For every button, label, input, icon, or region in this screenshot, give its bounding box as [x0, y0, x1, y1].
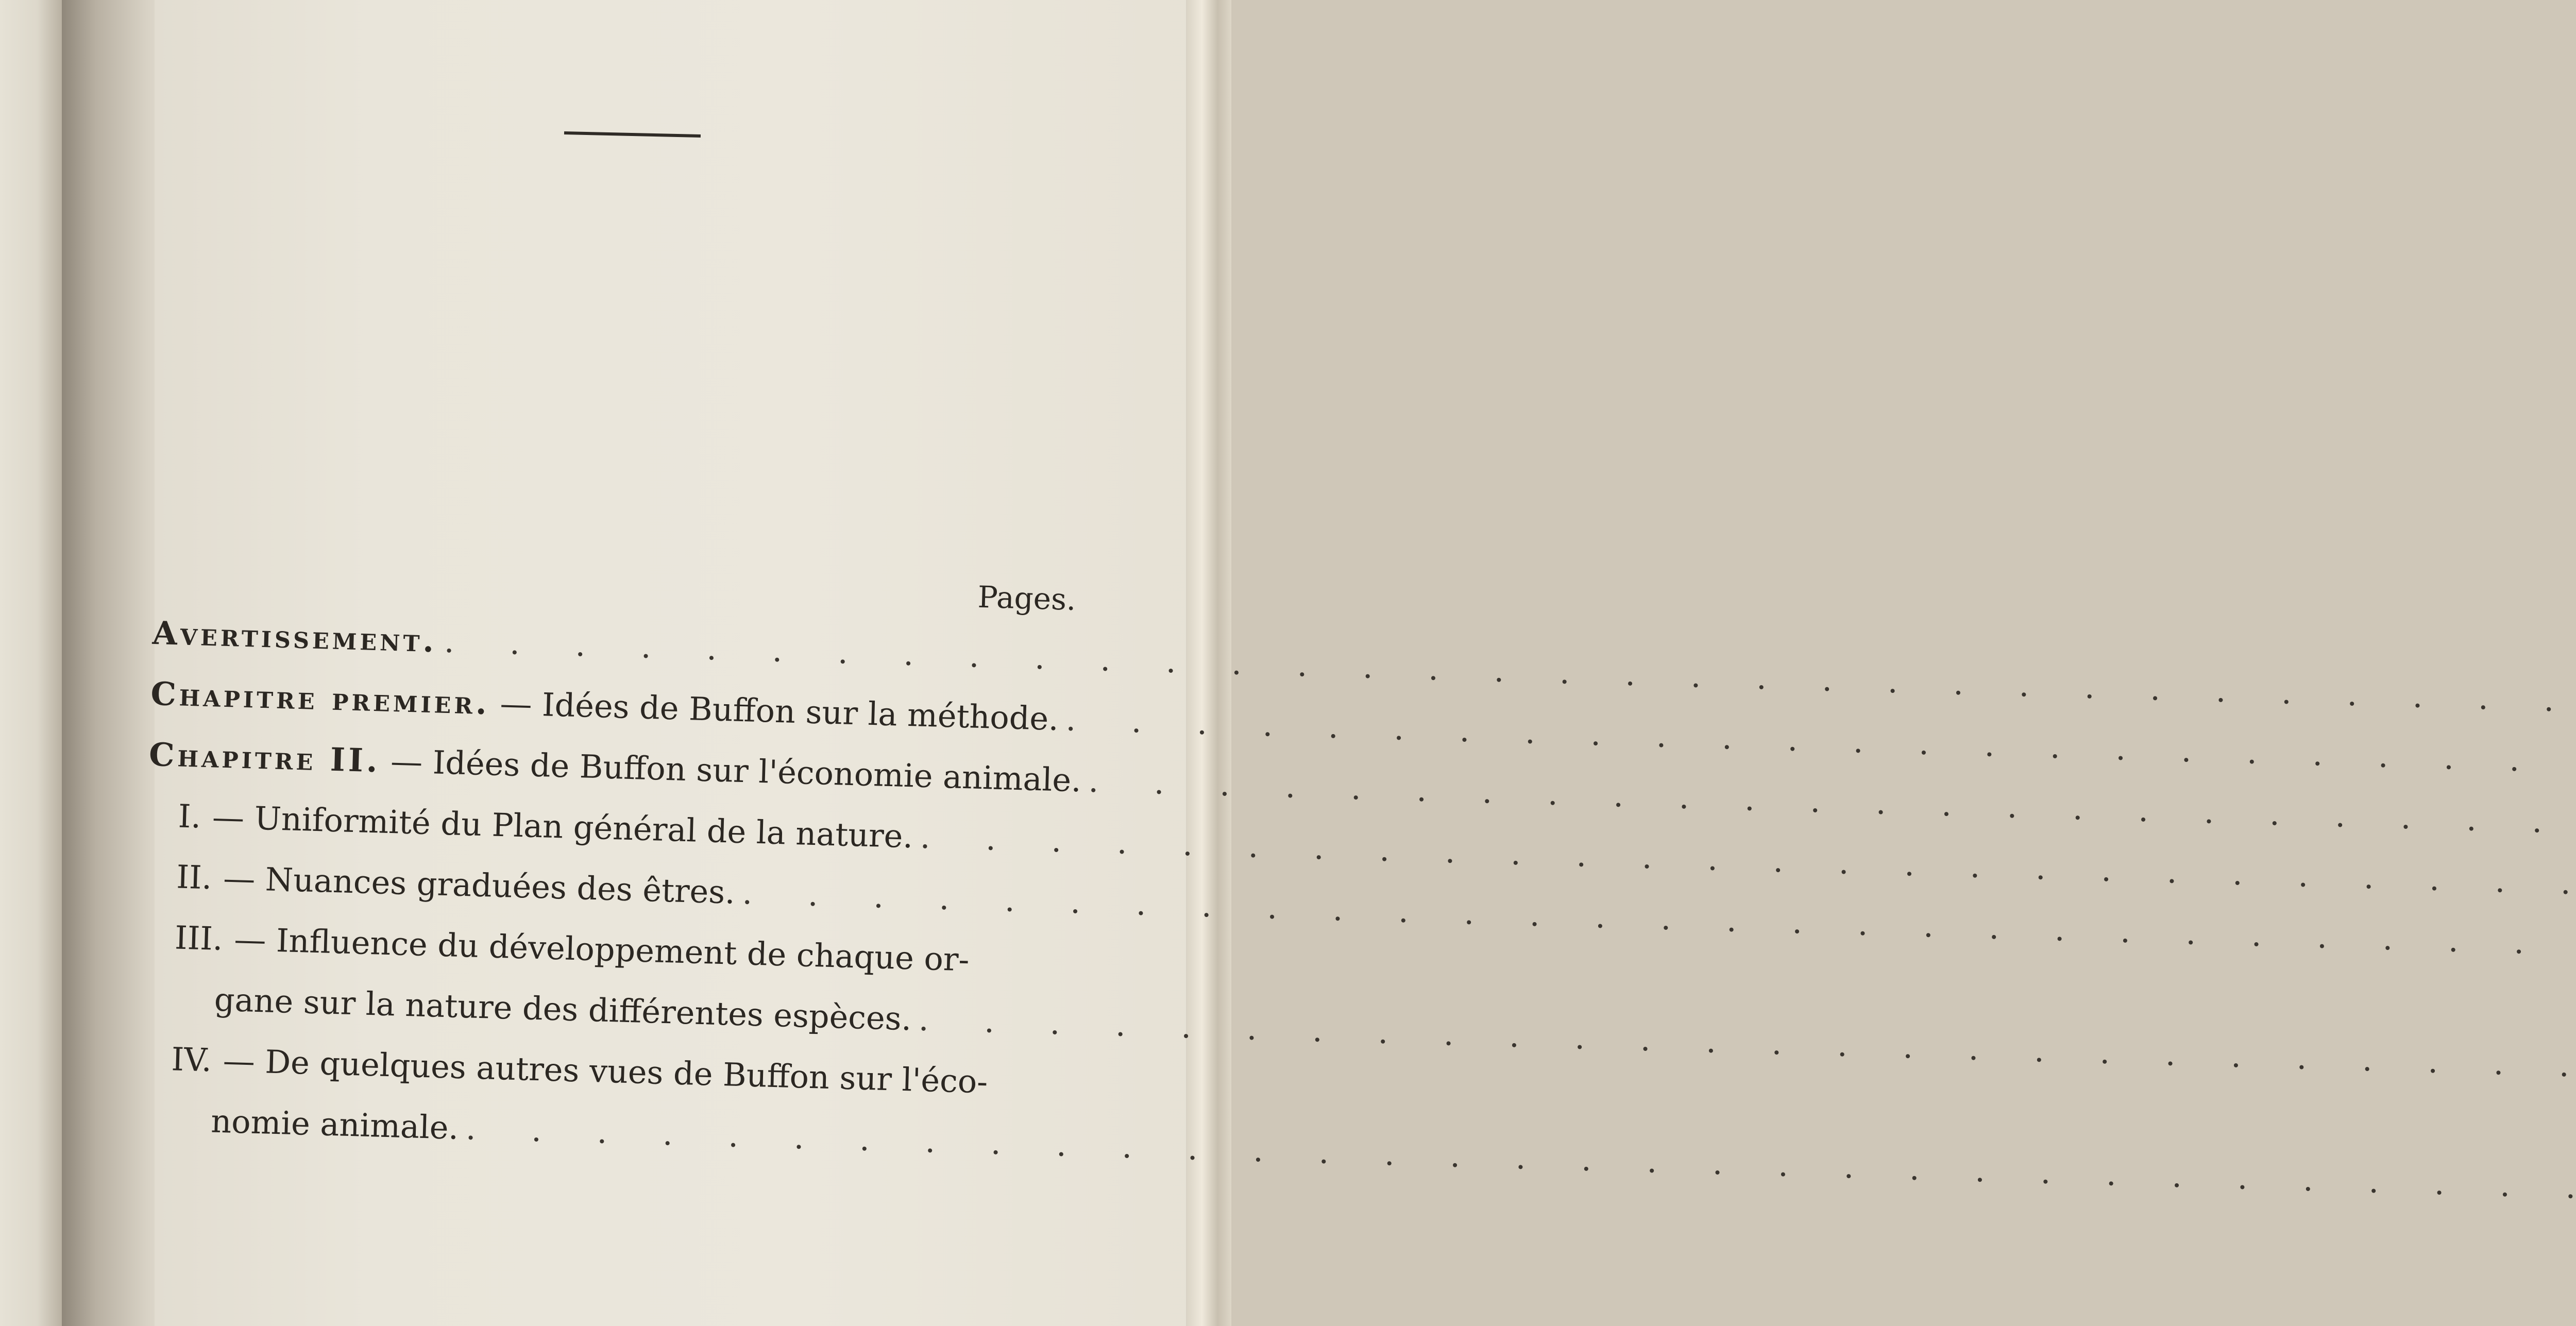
entry-title: Avertissement. — [151, 614, 438, 660]
entry-text: — Nuances graduées des êtres. — [223, 859, 736, 911]
facing-page — [0, 0, 62, 1326]
entry-continuation: gane sur la nature des différentes espèces. — [214, 980, 912, 1038]
entry-lead: I. — [177, 797, 202, 836]
pages-label: Pages. — [977, 579, 1077, 617]
entry-text: — Idées de Buffon sur la méthode. — [499, 684, 1059, 738]
table-of-contents — [138, 556, 1107, 1176]
entry-lead: Chapitre premier. — [150, 674, 490, 722]
entry-text: — Idées de Buffon sur l'économie animale. — [390, 742, 1082, 800]
entry-lead: II. — [176, 858, 213, 897]
entry-text: — De quelques autres vues de Buffon sur l'éco- — [222, 1042, 989, 1101]
entry-text: — Influence du développement de chaque or- — [233, 920, 970, 979]
entry-lead: III. — [174, 919, 224, 958]
entry-continuation: nomie animale. — [210, 1102, 460, 1147]
entry-lead: Chapitre II. — [148, 735, 381, 780]
entry-lead: IV. — [171, 1040, 212, 1079]
entry-text: — Uniformité du Plan général de la nature. — [212, 798, 914, 856]
